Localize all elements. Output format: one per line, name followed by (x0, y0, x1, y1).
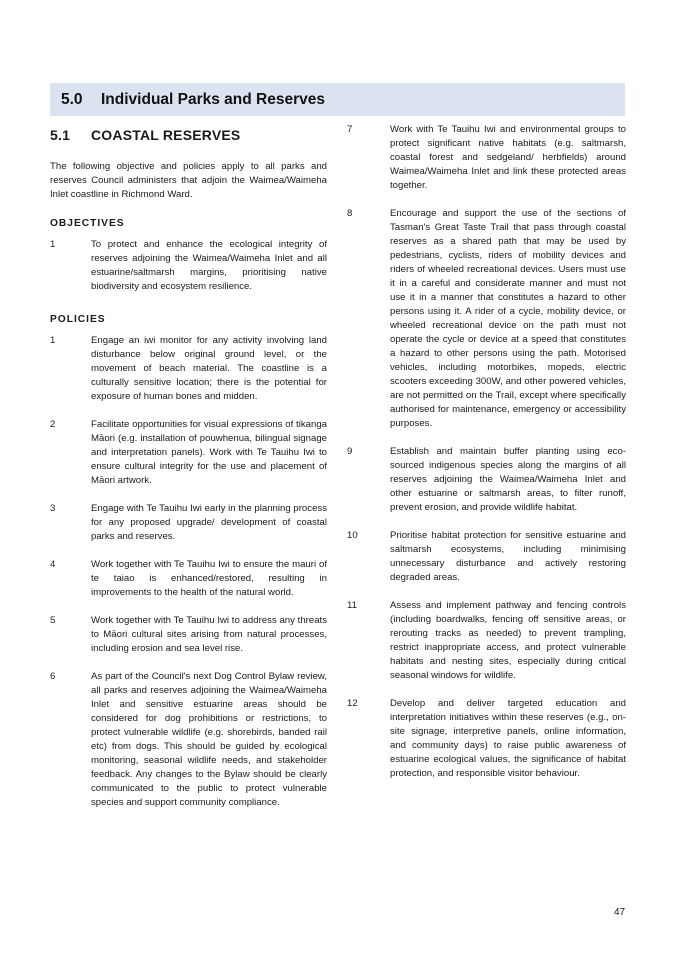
policy-item (347, 599, 626, 683)
section-title: COASTAL RESERVES (91, 127, 241, 143)
policy-item (347, 207, 626, 431)
policy-number: 3 (50, 503, 56, 514)
banner-title: Individual Parks and Reserves (101, 90, 325, 108)
policy-item (347, 445, 626, 515)
right-column (347, 123, 626, 795)
policy-number: 9 (347, 446, 353, 457)
policy-item (50, 558, 327, 600)
policies-heading: POLICIES (50, 314, 106, 325)
objectives-heading: OBJECTIVES (50, 218, 125, 229)
policy-text: Work with Te Tauihu Iwi and environmental groups to protect significant native habitats (e.g. saltmarsh, coastal forest and sedgeland/ herbfields) around Waimea/Waimeha Inlet and link these protected areas together. (390, 124, 626, 191)
left-column (50, 123, 327, 824)
policy-item (50, 502, 327, 544)
banner-heading (61, 91, 325, 109)
banner-number: 5.0 (61, 90, 83, 108)
policy-item (347, 697, 626, 781)
section-banner (50, 83, 625, 116)
policy-number: 10 (347, 530, 358, 541)
section-intro: The following objective and policies apply to all parks and reserves Council administers that adjoin the Waimea/Waimeha Inlet coastline in Richmond Ward. (50, 161, 327, 200)
policy-number: 6 (50, 671, 56, 682)
policy-item (347, 123, 626, 193)
policy-text: Engage with Te Tauihu Iwi early in the planning process for any proposed upgrade/ development of coastal parks and reserves. (91, 503, 327, 542)
objective-number: 1 (50, 239, 56, 250)
policy-text: Work together with Te Tauihu Iwi to address any threats to Māori cultural sites arising from natural processes, including erosion and sea level rise. (91, 615, 327, 654)
policy-text: Establish and maintain buffer planting using eco-sourced indigenous species along the margins of all reserves adjoining the Waimea/Waimeha Inlet and other estuarine or saltmarsh areas, to filter runoff, prevent erosion, and provide wildlife habitat. (390, 446, 626, 513)
section-heading (50, 127, 327, 143)
policy-text: Work together with Te Tauihu Iwi to ensure the mauri of te taiao is enhanced/restored, resulting in improvements to the health of the natural world. (91, 559, 327, 598)
policy-item (347, 529, 626, 585)
section-number: 5.1 (50, 127, 71, 143)
objective-text: To protect and enhance the ecological integrity of reserves adjoining the Waimea/Waimeha Inlet and all estuarine/saltmarsh margins, prioritising native biodiversity and ecosystem resilience. (91, 239, 327, 292)
policy-text: Facilitate opportunities for visual expressions of tikanga Māori (e.g. installation of pouwhenua, bilingual signage and interpretation panels). Work with Te Tauihu Iwi to ensure cultural integrity for the use and placement of Māori artwork. (91, 419, 327, 486)
policy-item (50, 614, 327, 656)
policy-number: 11 (347, 600, 357, 611)
policy-number: 12 (347, 698, 358, 709)
policy-number: 2 (50, 419, 56, 430)
objective-item (50, 238, 327, 294)
policy-number: 5 (50, 615, 56, 626)
policy-item (50, 670, 327, 810)
policy-text: Encourage and support the use of the sections of Tasman's Great Taste Trail that pass through coastal reserves as a shared path that may be used by pedestrians, cyclists, riders of mobility devices and riders of wheeled recreational devices. Users must use it in a careful and considerate manner and must not use it in a manner that constitutes a hazard to other persons using it. A rider of a cycle, mobility device, or wheeled recreational device on the path must not operate the cycle or device at a speed that constitutes a hazard to other persons using the path. Motorised vehicles, including motorbikes, mopeds, electric scooters exceeding 300W, and other powered vehicles, are not permitted on the Trail, except where specifically authorised for maintenance, emergency or accessibility purposes. (390, 208, 626, 429)
policy-item (50, 418, 327, 488)
policy-item (50, 334, 327, 404)
policy-text: Develop and deliver targeted education and interpretation initiatives within these reserves (e.g., on-site signage, interpretive panels, online information, and community days) to raise public awareness of estuarine ecological values, the significance of habitat protection, and responsible visitor behaviour. (390, 698, 626, 779)
policy-text: Engage an iwi monitor for any activity involving land disturbance below original ground level, or the movement of beach material. The coastline is a culturally sensitive location; there is the potential for exposure of human bones and midden. (91, 335, 327, 402)
policy-number: 4 (50, 559, 56, 570)
policy-text: Assess and implement pathway and fencing controls (including boardwalks, fencing off sensitive areas, or rerouting tracks as needed) to prevent trampling, restrict inappropriate access, and protect vulnerable habitats and nesting sites, especially during critical seasonal windows for wildlife. (390, 600, 626, 681)
policy-text: As part of the Council's next Dog Control Bylaw review, all parks and reserves adjoining the Waimea/Waimeha Inlet and sensitive estuarine areas should be considered for dog prohibitions or restrictions, to protect vulnerable wildlife (e.g. shorebirds, banded rail etc) from dogs. This should be guided by ecological monitoring, seasonal wildlife needs, and stakeholder feedback. Any changes to the Bylaw should be clearly communicated to the public to protect vulnerable species and support community compliance. (91, 671, 327, 808)
policy-number: 1 (50, 335, 56, 346)
page-number: 47 (614, 907, 626, 918)
policy-text: Prioritise habitat protection for sensitive estuarine and saltmarsh ecosystems, including minimising unnecessary disturbance and actively restoring degraded areas. (390, 530, 626, 583)
policy-number: 8 (347, 208, 353, 219)
policy-number: 7 (347, 124, 353, 135)
